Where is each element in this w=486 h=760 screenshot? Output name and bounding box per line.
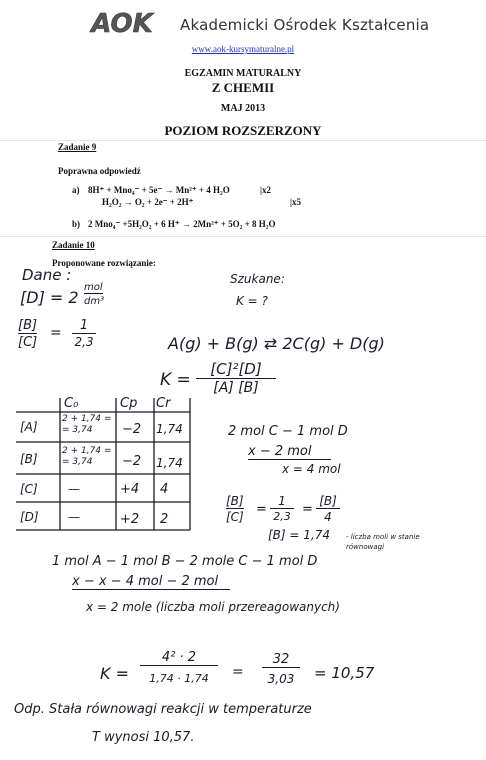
k-calc-equals: = bbox=[232, 664, 244, 680]
table-cell: — bbox=[68, 510, 80, 524]
dane-label: Dane : bbox=[22, 266, 72, 284]
table-row-label: [A] bbox=[20, 420, 38, 434]
d-concentration-den: dm³ bbox=[84, 296, 105, 307]
table-cell: +2 bbox=[120, 512, 140, 527]
table-cell: 1,74 bbox=[156, 456, 183, 470]
b-eq-lhs-bot: [C] bbox=[226, 510, 244, 524]
divider bbox=[0, 236, 486, 237]
exam-title: EGZAMIN MATURALNY bbox=[184, 68, 302, 79]
table-cell: 2 + 1,74 = = 3,74 bbox=[62, 414, 112, 435]
b-eq-lhs-top: [B] bbox=[226, 494, 244, 508]
table-cell: — bbox=[68, 482, 80, 496]
svg-text:AOK: AOK bbox=[91, 9, 153, 38]
exam-level: POZIOM ROZSZERZONY bbox=[164, 123, 322, 138]
k-calc-num: 4² · 2 bbox=[140, 650, 218, 666]
ratio-equals: = bbox=[50, 325, 62, 341]
task9-a-line1-mult: |x2 bbox=[260, 185, 271, 195]
task9-title: Zadanie 9 bbox=[58, 142, 97, 152]
szukane-value: K = ? bbox=[236, 294, 268, 308]
b-eq-rhs-bot: 4 bbox=[324, 510, 332, 524]
b-eq-den: 2,3 bbox=[273, 510, 291, 523]
table-cell: +4 bbox=[120, 482, 140, 497]
divider bbox=[0, 140, 486, 141]
task9-a-line1: 8H⁺ + Mno₄⁻ + 5e⁻ → Mn²⁺ + 4 H₂O bbox=[88, 185, 230, 195]
k-calc-result: = 10,57 bbox=[314, 664, 375, 682]
mole-relation-line1: 1 mol A − 1 mol B − 2 mole C − 1 mol D bbox=[52, 554, 318, 569]
proportion-line2: x − 2 mol bbox=[248, 444, 331, 460]
table-header-cp: Cp bbox=[120, 396, 138, 411]
table-row-label: [D] bbox=[20, 510, 39, 524]
answer-line1: Odp. Stała równowagi reakcji w temperaturze bbox=[14, 702, 312, 717]
b-result: [B] = 1,74 bbox=[268, 528, 330, 542]
table-cell: 4 bbox=[160, 482, 169, 497]
d-concentration-lhs: [D] = 2 bbox=[20, 288, 79, 307]
k-calc-num2: 32 bbox=[262, 652, 300, 668]
task10-subtitle: Proponowane rozwiązanie: bbox=[52, 258, 156, 268]
b-eq-num: 1 bbox=[270, 494, 294, 509]
table-row-label: [B] bbox=[20, 452, 38, 466]
k-formula-lhs: K = bbox=[160, 370, 191, 390]
task9-a-line2: H₂O₂ → O₂ + 2e⁻ + 2H⁺ bbox=[102, 197, 194, 207]
table-header-cr: Cr bbox=[156, 396, 171, 411]
table-row-label: [C] bbox=[20, 482, 38, 496]
k-calc-den: 1,74 · 1,74 bbox=[149, 672, 209, 685]
k-formula-den: [A] [B] bbox=[213, 380, 259, 396]
table-cell: −2 bbox=[122, 454, 142, 469]
task9-a-label: a) bbox=[72, 185, 80, 195]
ratio-top: [B] bbox=[18, 318, 38, 333]
d-concentration-num: mol bbox=[84, 282, 103, 293]
ratio-num: 1 bbox=[72, 318, 96, 334]
table-cell: 2 bbox=[160, 512, 169, 527]
k-calc-den2: 3,03 bbox=[267, 672, 295, 686]
reaction-equation: A(g) + B(g) ⇄ 2C(g) + D(g) bbox=[168, 334, 385, 353]
answer-line2: T wynosi 10,57. bbox=[92, 730, 195, 745]
ratio-den: 2,3 bbox=[74, 335, 94, 349]
k-calc-lhs: K = bbox=[100, 664, 129, 683]
task9-subtitle: Poprawna odpowiedź bbox=[58, 166, 141, 176]
table-cell: 2 + 1,74 = = 3,74 bbox=[62, 446, 112, 467]
mole-relation-line2: x − x − 4 mol − 2 mol bbox=[72, 574, 230, 590]
proportion-result: x = 4 mol bbox=[282, 462, 341, 476]
ratio-bottom: [C] bbox=[18, 335, 38, 350]
org-name: Akademicki Ośrodek Kształcenia bbox=[180, 16, 430, 34]
mole-relation-result: x = 2 mole (liczba moli przereagowanych) bbox=[86, 600, 340, 614]
task9-a-line2-mult: |x5 bbox=[290, 197, 301, 207]
task9-b-line: 2 Mno₄⁻ +5H₂O₂ + 6 H⁺ → 2Mn²⁺ + 5O₂ + 8 H₂O bbox=[88, 219, 276, 229]
b-eq-equals: = bbox=[256, 502, 267, 517]
table-cell: 1,74 bbox=[156, 422, 183, 436]
b-eq-rhs-top: [B] bbox=[316, 494, 340, 509]
table-header-c0: C₀ bbox=[64, 396, 79, 411]
proportion-line1: 2 mol C − 1 mol D bbox=[228, 424, 348, 439]
aok-logo bbox=[72, 8, 172, 38]
exam-subject: Z CHEMII bbox=[211, 80, 275, 95]
table-cell: −2 bbox=[122, 422, 142, 437]
b-eq-equals-2: = bbox=[302, 502, 313, 517]
exam-date: MAJ 2013 bbox=[220, 103, 266, 114]
task9-b-label: b) bbox=[72, 219, 81, 229]
szukane-label: Szukane: bbox=[230, 272, 285, 286]
k-formula-num: [C]²[D] bbox=[196, 360, 276, 379]
site-url-link[interactable]: www.aok-kursymaturalne.pl bbox=[191, 44, 295, 54]
b-result-note: - liczba moli w stanie równowagi bbox=[346, 533, 420, 551]
task10-title: Zadanie 10 bbox=[52, 240, 95, 250]
